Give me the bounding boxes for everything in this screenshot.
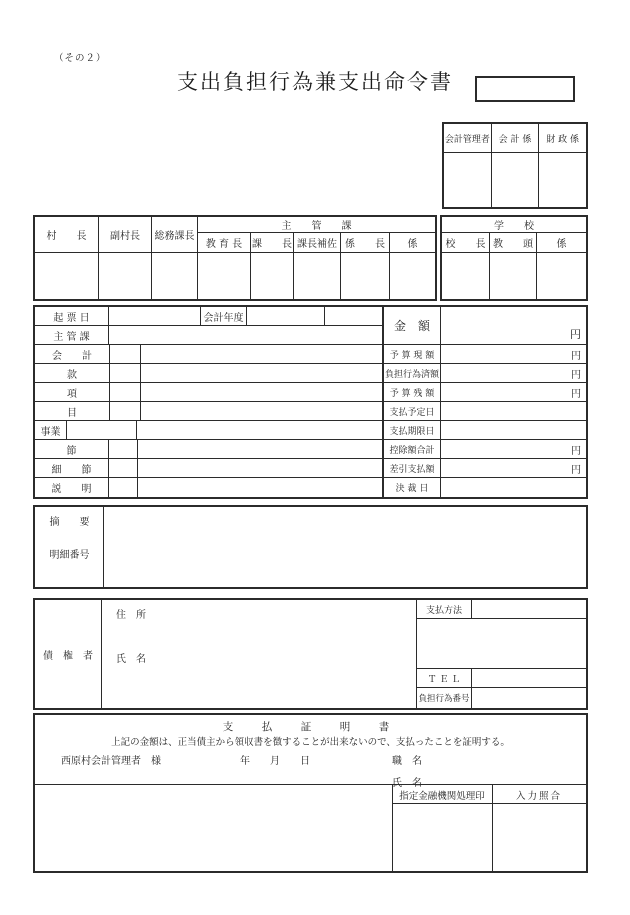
row-setsu	[35, 440, 382, 459]
row-saisetsu	[35, 459, 382, 478]
label-name: 氏 名	[116, 654, 146, 665]
stamp-space	[198, 253, 251, 299]
ko-desc-blank	[141, 383, 382, 401]
header-finance-section: 財 政 係	[546, 134, 580, 145]
payment-scheduled-date-blank	[441, 402, 586, 420]
ledger-left-section	[35, 307, 382, 497]
label-input-check: 入力照合	[515, 791, 562, 802]
stamp-space	[490, 253, 537, 299]
col-general-affairs-chief	[152, 217, 198, 299]
tel-blank	[472, 669, 586, 687]
row-budget-current	[384, 345, 586, 364]
moku-code-blank	[110, 402, 141, 420]
amount-value-blank	[441, 307, 586, 344]
yen-unit: 円	[571, 445, 581, 457]
row-payment-method	[417, 600, 586, 619]
certificate-addressee: 西原村会計管理者 様	[61, 756, 161, 767]
header-supervising-section: 主 管 課	[198, 217, 435, 233]
payment-method-blank	[472, 600, 586, 618]
label-payment-method: 支払方法	[417, 600, 472, 618]
payment-deadline-blank	[441, 421, 586, 439]
header-accounting-manager: 会計管理者	[444, 124, 492, 152]
col-mayor	[35, 217, 99, 299]
yen-unit: 円	[571, 388, 581, 400]
label-account: 会 計	[35, 345, 110, 363]
label-moku: 目	[35, 402, 110, 420]
label-signer-name	[392, 774, 422, 789]
row-approval-date	[384, 478, 586, 497]
label-setsu: 節	[35, 440, 109, 458]
corner-note: （その２）	[54, 53, 107, 64]
stamp-space	[539, 153, 586, 207]
stamp-space	[35, 253, 98, 299]
label-summary: 摘 要	[49, 517, 90, 528]
stamp-space	[492, 153, 540, 207]
ledger-right-section	[382, 307, 586, 497]
kan-desc-blank	[141, 364, 382, 382]
net-payment-blank	[441, 459, 586, 477]
row-obligation-paid	[384, 364, 586, 383]
header-vice-principal: 教 頭	[490, 233, 537, 252]
school-subheader-row	[442, 233, 586, 253]
row-supervising-section	[35, 326, 382, 345]
header-assistant-chief: 課長補佐	[294, 233, 341, 252]
header-mayor: 村 長	[35, 217, 98, 253]
form-title: 支出負担行為兼支出命令書	[177, 70, 453, 94]
row-ko	[35, 383, 382, 402]
kan-code-blank	[110, 364, 141, 382]
supervising-section-blank	[109, 326, 382, 344]
divider	[392, 803, 586, 804]
label-ko: 項	[35, 383, 110, 401]
label-amount: 金 額	[384, 307, 441, 344]
moku-desc-blank	[141, 402, 382, 420]
label-job-title: 職 名	[392, 756, 422, 767]
label-creditor: 債 権 者	[35, 600, 102, 708]
label-fiscal-year: 会計年度	[201, 307, 247, 325]
stamp-space	[390, 253, 435, 299]
row-deduction-total	[384, 440, 586, 459]
project-desc-blank	[137, 421, 382, 439]
label-obligation-paid: 負担行為済額	[384, 364, 441, 382]
label-budget-remaining: 予 算 残 額	[384, 383, 441, 401]
yen-unit: 円	[571, 350, 581, 362]
label-bank-processing-stamp: 指定金融機関処理印	[399, 791, 485, 802]
header-subsection-chief: 係 長	[341, 233, 390, 252]
stamp-space	[537, 253, 586, 299]
ledger-table	[33, 305, 588, 499]
label-deduction-total: 控除額合計	[384, 440, 441, 458]
explanation-desc-blank	[138, 478, 382, 497]
creditor-right-section	[416, 600, 586, 708]
approval-header-row	[444, 124, 586, 153]
label-supervising-section: 主 管 課	[35, 326, 109, 344]
label-explanation: 説 明	[35, 478, 109, 497]
row-amount	[384, 307, 586, 345]
label-tel: Ｔ Ｅ Ｌ	[417, 669, 472, 687]
label-budget-current: 予 算 現 額	[384, 345, 441, 363]
account-desc-blank	[141, 345, 382, 363]
row-kan	[35, 364, 382, 383]
payment-detail-blank	[417, 619, 586, 669]
school-stamp-row	[442, 253, 586, 299]
stamp-space	[444, 153, 492, 207]
row-account	[35, 345, 382, 364]
certificate-date-labels: 年 月 日	[240, 756, 310, 767]
obligation-paid-blank	[441, 364, 586, 382]
header-principal: 校 長	[442, 233, 490, 252]
header-education-chief: 教 育 長	[198, 233, 251, 252]
setsu-code-blank	[109, 440, 138, 458]
label-address: 住 所	[116, 610, 146, 621]
creditor-main-cell	[102, 600, 416, 708]
payment-certificate-table	[33, 713, 588, 873]
ko-code-blank	[110, 383, 141, 401]
label-approval-date: 決 裁 日	[384, 478, 441, 497]
explanation-code-blank	[109, 478, 138, 497]
supervising-subheader-row	[198, 233, 435, 253]
row-project	[35, 421, 382, 440]
header-clerk: 係	[407, 239, 418, 250]
fiscal-year-blank	[247, 307, 325, 325]
approval-stamp-row	[444, 153, 586, 207]
row-moku	[35, 402, 382, 421]
col-deputy-mayor	[99, 217, 152, 299]
yen-unit: 円	[571, 464, 581, 476]
header-school: 学 校	[442, 217, 586, 233]
budget-current-blank	[441, 345, 586, 363]
divider	[35, 784, 586, 785]
row-explanation	[35, 478, 382, 497]
stamp-space	[99, 253, 151, 299]
stamp-space	[152, 253, 197, 299]
label-payment-scheduled-date: 支払予定日	[384, 402, 441, 420]
approval-stamp-table	[442, 122, 588, 209]
certificate-title: 支 払 証 明 書	[222, 721, 399, 733]
deduction-total-blank	[441, 440, 586, 458]
stamp-space	[294, 253, 341, 299]
obligation-number-blank	[472, 688, 586, 708]
label-project: 事業	[35, 421, 67, 439]
header-section-chief: 課 長	[251, 233, 294, 252]
creditor-table	[33, 598, 588, 710]
account-code-blank	[110, 345, 141, 363]
approval-date-blank	[441, 478, 586, 497]
row-issue-date	[35, 307, 382, 326]
header-accounting-section: 会 計 係	[492, 124, 540, 152]
issue-date-blank	[109, 307, 201, 325]
label-payment-deadline: 支払期限日	[384, 421, 441, 439]
label-issue-date: 起 票 日	[35, 307, 109, 325]
row-tel	[417, 669, 586, 688]
label-detail-number: 明細番号	[49, 550, 90, 561]
certificate-body-text: 上記の金額は、正当債主から領収書を徴することが出来ないので、支払ったことを証明する。	[111, 737, 510, 748]
setsu-desc-blank	[138, 440, 382, 458]
row-net-payment	[384, 459, 586, 478]
yen-unit: 円	[571, 369, 581, 381]
budget-remaining-blank	[441, 383, 586, 401]
header-school-clerk: 係	[556, 239, 567, 250]
label-saisetsu: 細 節	[35, 459, 109, 477]
saisetsu-desc-blank	[138, 459, 382, 477]
school-stamp-table	[440, 215, 588, 301]
supervising-section-group	[198, 217, 435, 299]
supervising-stamp-row	[198, 253, 435, 299]
header-general-affairs-chief: 総務課長	[152, 217, 197, 253]
label-obligation-number: 負担行為番号	[417, 688, 472, 708]
summary-table	[33, 505, 588, 589]
row-budget-remaining	[384, 383, 586, 402]
label-kan: 款	[35, 364, 110, 382]
document-number-box	[475, 76, 575, 102]
row-payment-scheduled-date	[384, 402, 586, 421]
project-code-blank	[67, 421, 137, 439]
yen-unit: 円	[570, 328, 581, 341]
row-obligation-number	[417, 688, 586, 708]
stamp-space	[341, 253, 390, 299]
header-deputy-mayor: 副村長	[99, 217, 151, 253]
fiscal-year-blank2	[325, 307, 382, 325]
stamp-space	[251, 253, 294, 299]
label-net-payment: 差引支払額	[384, 459, 441, 477]
village-staff-stamp-table	[33, 215, 437, 301]
row-payment-deadline	[384, 421, 586, 440]
stamp-space	[442, 253, 490, 299]
saisetsu-code-blank	[109, 459, 138, 477]
